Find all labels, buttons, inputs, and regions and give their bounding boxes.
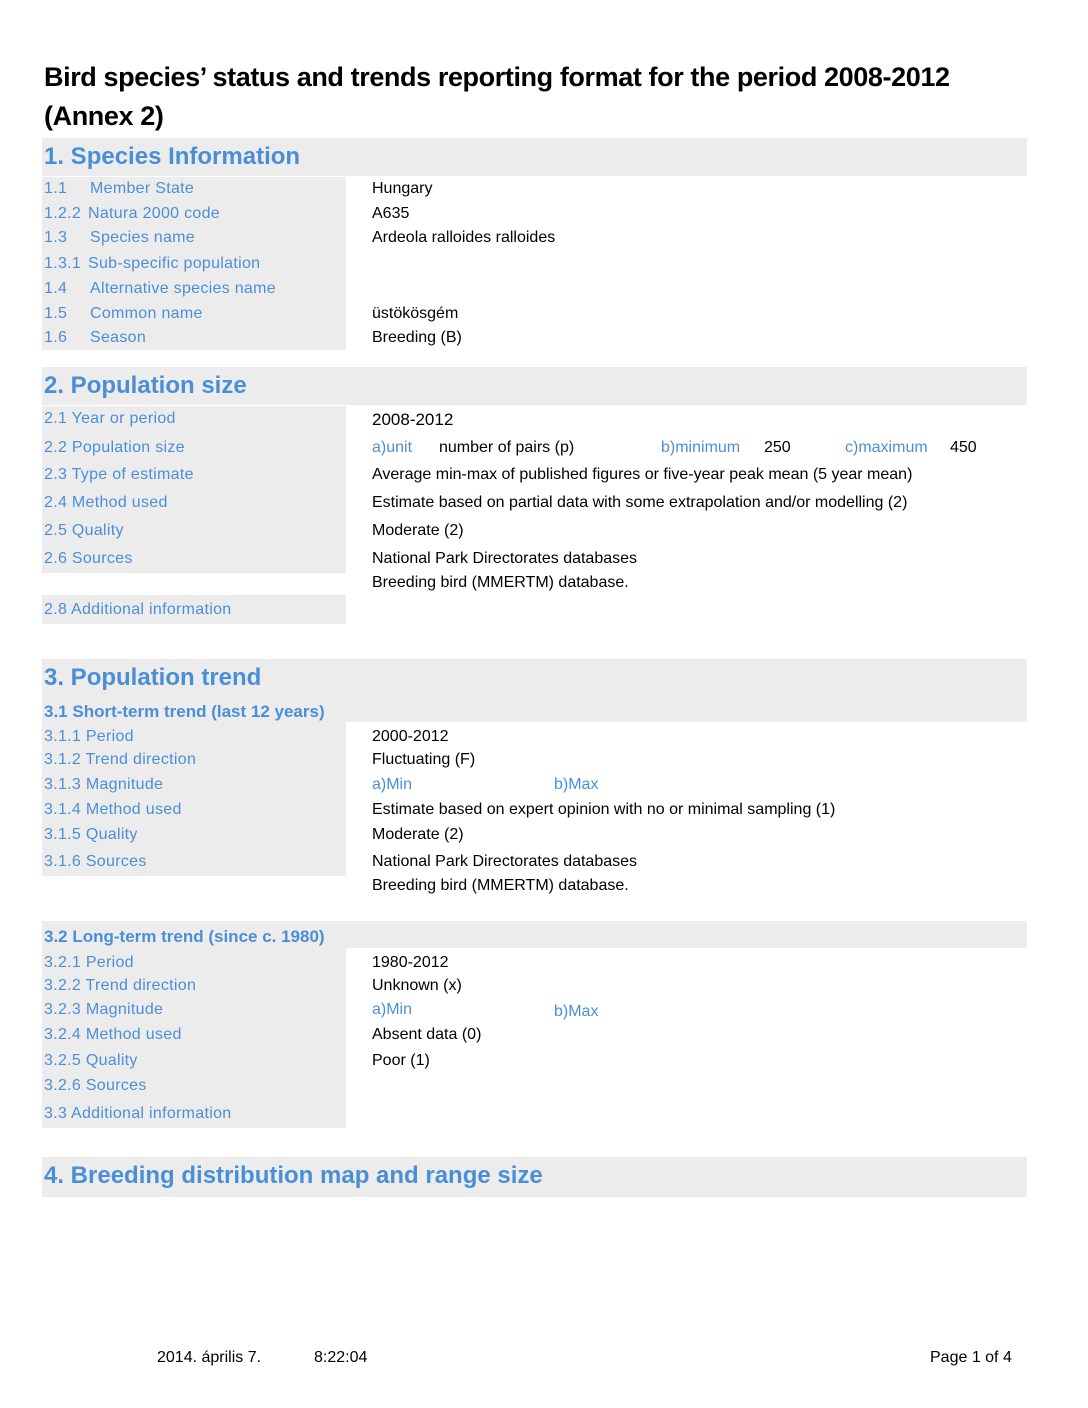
row-number: 1.5 <box>44 305 68 322</box>
row-value: Ardeola ralloides ralloides <box>372 229 556 246</box>
section4-heading: 4. Breeding distribution map and range size <box>44 1162 543 1189</box>
footer-page-number: Page 1 of 4 <box>930 1349 1012 1366</box>
row-number: 1.2.2 <box>44 205 82 222</box>
short-term-trend-heading: 3.1 Short-term trend (last 12 years) <box>44 702 325 721</box>
year-period-value: 2008-2012 <box>372 410 454 429</box>
document-title-line2: (Annex 2) <box>44 101 164 131</box>
type-of-estimate-label: 2.3 Type of estimate <box>44 466 194 483</box>
section2-label-column <box>42 406 346 573</box>
short-quality-label: 3.1.5 Quality <box>44 826 138 843</box>
footer-date: 2014. április 7. <box>157 1349 262 1366</box>
row-value: Hungary <box>372 180 433 197</box>
row-label: Alternative species name <box>90 280 276 297</box>
type-of-estimate-value: Average min-max of published figures or five-year peak mean (5 year mean) <box>372 466 913 483</box>
row-label: Member State <box>90 180 195 197</box>
row-value: Breeding (B) <box>372 329 462 346</box>
method-used-label: 2.4 Method used <box>44 494 168 511</box>
short-sources-line1: National Park Directorates databases <box>372 853 638 870</box>
year-period-label: 2.1 Year or period <box>44 410 176 427</box>
long-trend-direction-label: 3.2.2 Trend direction <box>44 977 197 994</box>
long-trend-direction-value: Unknown (x) <box>372 977 462 994</box>
short-period-label: 3.1.1 Period <box>44 728 134 745</box>
short-magnitude-min-label: a)Min <box>372 776 413 793</box>
long-term-trend-heading: 3.2 Long-term trend (since c. 1980) <box>44 927 325 946</box>
short-sources-line2: Breeding bird (MMERTM) database. <box>372 877 629 894</box>
short-period-value: 2000-2012 <box>372 728 449 745</box>
long-magnitude-max-label: b)Max <box>554 1003 599 1020</box>
long-magnitude-label: 3.2.3 Magnitude <box>44 1001 164 1018</box>
section3-heading: 3. Population trend <box>44 664 262 691</box>
method-used-value: Estimate based on partial data with some extrapolation and/or modelling (2) <box>372 494 908 511</box>
long-sources-label: 3.2.6 Sources <box>44 1077 147 1094</box>
row-value: A635 <box>372 205 410 222</box>
footer-time: 8:22:04 <box>314 1349 368 1366</box>
section1-heading: 1. Species Information <box>44 143 301 170</box>
quality-label: 2.5 Quality <box>44 522 124 539</box>
row-value: üstökösgém <box>372 305 459 322</box>
short-method-label: 3.1.4 Method used <box>44 801 182 818</box>
trend-additional-information-label: 3.3 Additional information <box>44 1105 232 1122</box>
unit-label: a)unit <box>372 439 413 456</box>
row-number: 1.4 <box>44 280 68 297</box>
short-method-value: Estimate based on expert opinion with no or minimal sampling (1) <box>372 801 836 818</box>
maximum-value: 450 <box>950 439 977 456</box>
quality-value: Moderate (2) <box>372 522 464 539</box>
long-period-label: 3.2.1 Period <box>44 954 134 971</box>
row-label: Sub-specific population <box>88 255 261 272</box>
short-magnitude-label: 3.1.3 Magnitude <box>44 776 164 793</box>
minimum-value: 250 <box>764 439 791 456</box>
row-number: 1.1 <box>44 180 68 197</box>
sources-line2: Breeding bird (MMERTM) database. <box>372 574 629 591</box>
row-label: Species name <box>90 229 195 246</box>
section2-heading: 2. Population size <box>44 372 247 399</box>
row-number: 1.3 <box>44 229 68 246</box>
short-magnitude-max-label: b)Max <box>554 776 599 793</box>
short-sources-label: 3.1.6 Sources <box>44 853 147 870</box>
maximum-label: c)maximum <box>845 439 928 456</box>
long-method-value: Absent data (0) <box>372 1026 482 1043</box>
row-number: 1.6 <box>44 329 68 346</box>
additional-information-label: 2.8 Additional information <box>44 601 232 618</box>
short-quality-value: Moderate (2) <box>372 826 464 843</box>
sources-label: 2.6 Sources <box>44 550 133 567</box>
row-label: Season <box>90 329 147 346</box>
unit-value: number of pairs (p) <box>439 439 575 456</box>
long-quality-value: Poor (1) <box>372 1052 430 1069</box>
short-trend-direction-label: 3.1.2 Trend direction <box>44 751 197 768</box>
minimum-label: b)minimum <box>661 439 741 456</box>
long-quality-label: 3.2.5 Quality <box>44 1052 138 1069</box>
row-label: Natura 2000 code <box>88 205 221 222</box>
row-label: Common name <box>90 305 203 322</box>
sources-line1: National Park Directorates databases <box>372 550 638 567</box>
long-magnitude-min-label: a)Min <box>372 1001 413 1018</box>
long-period-value: 1980-2012 <box>372 954 449 971</box>
row-number: 1.3.1 <box>44 255 82 272</box>
short-trend-direction-value: Fluctuating (F) <box>372 751 476 768</box>
document-title-line1: Bird species’ status and trends reporting format for the period 2008-2012 <box>44 62 950 92</box>
long-method-label: 3.2.4 Method used <box>44 1026 182 1043</box>
population-size-label: 2.2 Population size <box>44 439 185 456</box>
